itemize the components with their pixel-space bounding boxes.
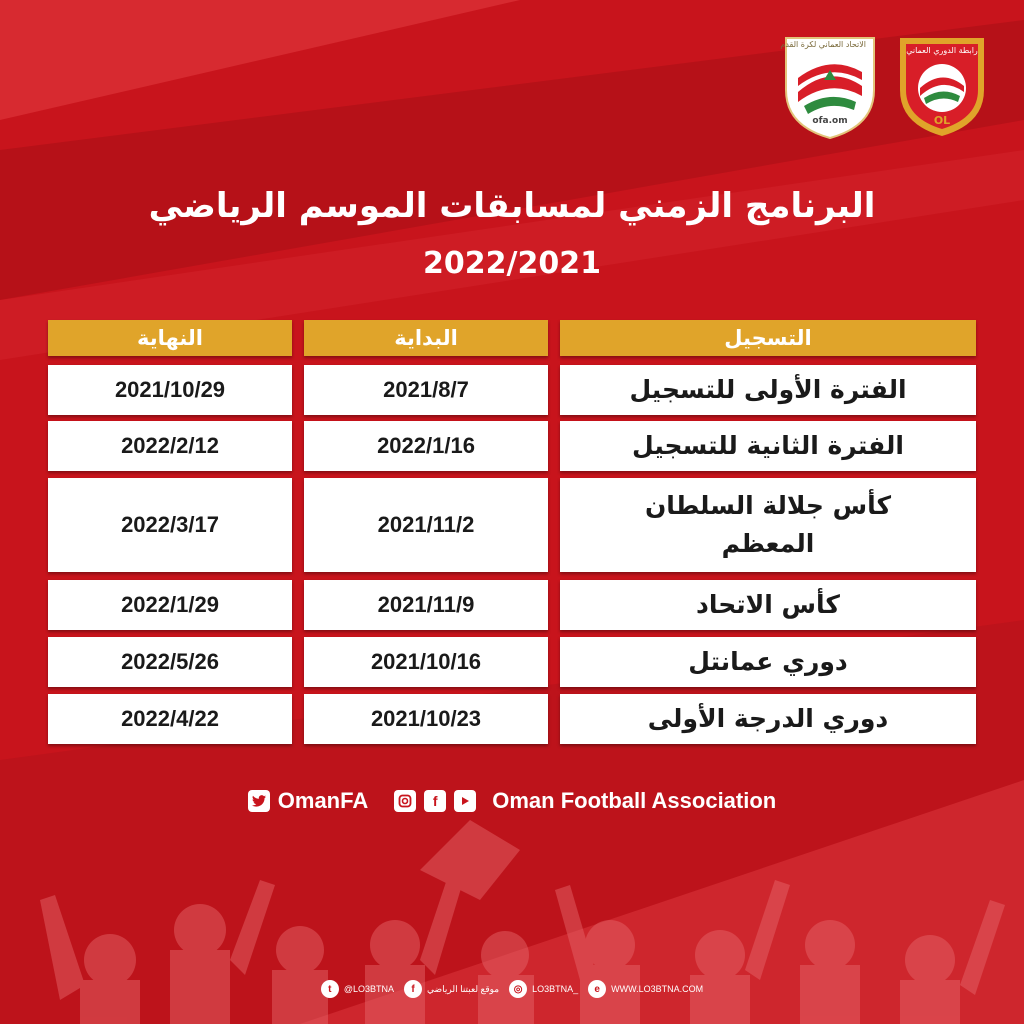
- page-title: البرنامج الزمني لمسابقات الموسم الرياضي: [148, 186, 876, 226]
- row-5-start: 2021/10/16: [304, 637, 548, 687]
- row-1-start: 2021/8/7: [304, 365, 548, 415]
- row-1-name: الفترة الأولى للتسجيل: [560, 365, 976, 415]
- facebook-icon[interactable]: f: [424, 790, 446, 812]
- row-4-end: 2022/1/29: [48, 580, 292, 630]
- row-6-name: دوري الدرجة الأولى: [560, 694, 976, 744]
- footer-facebook-label: موقع لعبتنا الرياضي: [426, 983, 500, 994]
- header-end: النهاية: [48, 320, 292, 356]
- footer-facebook[interactable]: [404, 980, 499, 998]
- organization-name: Oman Football Association: [492, 788, 777, 813]
- ofa-domain: ofa.om: [812, 116, 848, 126]
- instagram-icon: ◎: [509, 980, 527, 998]
- ofa-arabic-name: الاتحاد العماني لكرة القدم: [780, 40, 866, 49]
- footer-instagram-label: LO3BTNA_: [532, 984, 579, 994]
- header-start: البداية: [304, 320, 548, 356]
- social-bar: [0, 788, 1024, 814]
- facebook-icon: f: [404, 980, 422, 998]
- row-2-end: 2022/2/12: [48, 421, 292, 471]
- footer-twitter[interactable]: [321, 980, 394, 998]
- season-label: 2022/2021: [423, 246, 601, 281]
- league-mark: OL: [933, 114, 951, 127]
- row-6-start: 2021/10/23: [304, 694, 548, 744]
- twitter-icon: t: [321, 980, 339, 998]
- league-arabic-name: رابطة الدوري العماني: [906, 46, 978, 55]
- footer-website-label: WWW.LO3BTNA.COM: [611, 984, 704, 994]
- social-handle[interactable]: OmanFA: [277, 788, 369, 813]
- row-3-end: 2022/3/17: [48, 478, 292, 572]
- header-registration: التسجيل: [560, 320, 976, 356]
- row-2-name: الفترة الثانية للتسجيل: [560, 421, 976, 471]
- row-3-name: كأس جلالة السلطان المعظم: [560, 478, 976, 572]
- footer-instagram[interactable]: [509, 980, 578, 998]
- row-5-end: 2022/5/26: [48, 637, 292, 687]
- instagram-icon[interactable]: [394, 790, 416, 812]
- ofa-logo: [780, 30, 880, 142]
- globe-icon: e: [588, 980, 606, 998]
- row-4-name: كأس الاتحاد: [560, 580, 976, 630]
- row-5-name: دوري عمانتل: [560, 637, 976, 687]
- row-6-end: 2022/4/22: [48, 694, 292, 744]
- row-1-end: 2021/10/29: [48, 365, 292, 415]
- row-2-start: 2022/1/16: [304, 421, 548, 471]
- row-4-start: 2021/11/9: [304, 580, 548, 630]
- row-3-start: 2021/11/2: [304, 478, 548, 572]
- footer-twitter-label: @LO3BTNA: [343, 984, 394, 994]
- twitter-icon[interactable]: [248, 790, 270, 812]
- youtube-icon[interactable]: [454, 790, 476, 812]
- footer-links: [0, 980, 1024, 998]
- footer-website[interactable]: [588, 980, 703, 998]
- oman-league-logo: [896, 32, 988, 140]
